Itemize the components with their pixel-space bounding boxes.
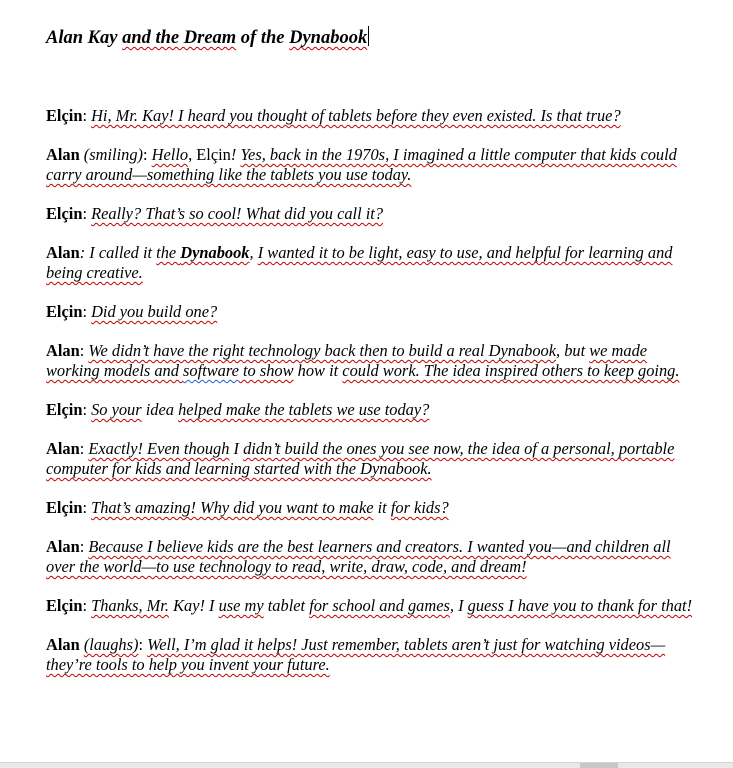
dialogue-text: Did you build one? xyxy=(91,302,218,321)
dialogue-text: Yes, back in the 1970s, I imagined a little computer that kids could carry around—something like the tablets you use today. xyxy=(46,145,677,184)
speaker-name: Alan xyxy=(46,341,80,360)
scrollbar-thumb[interactable] xyxy=(580,763,618,768)
dialogue-text: , Elçin xyxy=(188,145,231,164)
dialogue-text: , xyxy=(249,243,258,262)
title-part: Dynabook xyxy=(289,28,368,48)
speaker-name: Elçin xyxy=(46,400,83,419)
dialogue-text: : I called it xyxy=(79,243,157,262)
dialogue-text: Really? That’s so cool! What did you call it? xyxy=(91,204,384,223)
horizontal-scrollbar[interactable] xyxy=(0,762,733,768)
dialogue-text: : xyxy=(79,439,89,458)
dialogue-text: , I xyxy=(449,596,468,615)
dialogue-text: : xyxy=(82,400,92,419)
dialogue-text: We didn’t have the right technology back then to build a real Dynabook xyxy=(88,341,556,360)
dialogue-paragraph[interactable] xyxy=(46,635,702,675)
dialogue-paragraph[interactable] xyxy=(46,341,702,381)
dialogue-text: : xyxy=(79,341,89,360)
speaker-name: Alan xyxy=(46,439,80,458)
dialogue-text: could work. The idea inspired others to keep going. xyxy=(342,361,680,380)
dialogue-text: Dynabook xyxy=(180,243,250,262)
dialogue-text: to show xyxy=(238,361,294,380)
dialogue-paragraph[interactable] xyxy=(46,204,702,224)
dialogue-text: : xyxy=(82,106,92,125)
dialogue-text: Hi, Mr. Kay! I heard you thought of tablets before they even existed. Is that true? xyxy=(91,106,621,125)
dialogue-paragraph[interactable] xyxy=(46,302,702,322)
document-body[interactable] xyxy=(46,106,702,694)
dialogue-text: Exactly! Even though xyxy=(88,439,230,458)
dialogue-text: Hello xyxy=(151,145,189,164)
dialogue-paragraph[interactable] xyxy=(46,498,702,518)
dialogue-text: use my xyxy=(218,596,264,615)
dialogue-paragraph[interactable] xyxy=(46,439,702,479)
speaker-name: Elçin xyxy=(46,204,83,223)
dialogue-text: That’s amazing! Why did you want to make xyxy=(91,498,374,517)
dialogue-text: guess I have you to thank for that! xyxy=(467,596,693,615)
speaker-name: Alan xyxy=(46,635,80,654)
dialogue-text: we made working models and xyxy=(46,341,648,380)
dialogue-text: idea xyxy=(141,400,179,419)
dialogue-text: Thanks, Mr. xyxy=(91,596,169,615)
dialogue-paragraph[interactable] xyxy=(46,596,702,616)
dialogue-text: So your xyxy=(91,400,142,419)
dialogue-text: : xyxy=(143,145,152,164)
dialogue-text: for school and games xyxy=(309,596,450,615)
speaker-name: Elçin xyxy=(46,106,83,125)
dialogue-text: software xyxy=(183,361,239,380)
dialogue-text: Well, I’m glad it helps! Just remember, tablets aren’t just for watching videos—they’re tools to help you invent your future. xyxy=(46,635,666,674)
dialogue-text: : xyxy=(82,204,92,223)
dialogue-text: : xyxy=(79,537,89,556)
dialogue-paragraph[interactable] xyxy=(46,400,702,420)
dialogue-text: the xyxy=(156,243,181,262)
dialogue-text: didn’t build the ones you see now, the idea of a personal, portable computer for kids and learning started with the Dynabook. xyxy=(46,439,675,478)
dialogue-text: it xyxy=(373,498,391,517)
dialogue-text: I xyxy=(229,439,244,458)
dialogue-text: : xyxy=(138,635,148,654)
speaker-name: Alan xyxy=(46,537,80,556)
title-part: Alan Kay xyxy=(46,28,123,48)
speaker-name: Alan xyxy=(46,145,80,164)
dialogue-text: for kids? xyxy=(390,498,449,517)
dialogue-text: : xyxy=(82,302,92,321)
dialogue-paragraph[interactable] xyxy=(46,106,702,126)
dialogue-text: : xyxy=(82,596,92,615)
dialogue-paragraph[interactable] xyxy=(46,145,702,185)
dialogue-text: how it xyxy=(293,361,343,380)
title-part: of the xyxy=(236,28,290,48)
speaker-name: Elçin xyxy=(46,596,83,615)
dialogue-text: ! xyxy=(230,145,241,164)
dialogue-text: Kay! I xyxy=(168,596,219,615)
speaker-name: Elçin xyxy=(46,302,83,321)
text-cursor xyxy=(368,26,369,46)
document-title[interactable] xyxy=(46,26,369,49)
dialogue-text: , but xyxy=(556,341,590,360)
title-part: and the Dream xyxy=(122,28,237,48)
dialogue-text: (smiling) xyxy=(79,145,143,164)
dialogue-text: (laughs) xyxy=(83,635,139,654)
speaker-name: Alan xyxy=(46,243,80,262)
dialogue-text: : xyxy=(82,498,92,517)
dialogue-paragraph[interactable] xyxy=(46,243,702,283)
dialogue-text: helped make the tablets we use today? xyxy=(178,400,430,419)
dialogue-text: I wanted it to be light, easy to use, and helpful for learning and being creative. xyxy=(46,243,673,282)
dialogue-text: Because I believe kids are the best learners and creators. I wanted you—and children all over the world—to use technology to read, write, draw, code, and dream! xyxy=(46,537,671,576)
dialogue-paragraph[interactable] xyxy=(46,537,702,577)
speaker-name: Elçin xyxy=(46,498,83,517)
dialogue-text: tablet xyxy=(263,596,310,615)
